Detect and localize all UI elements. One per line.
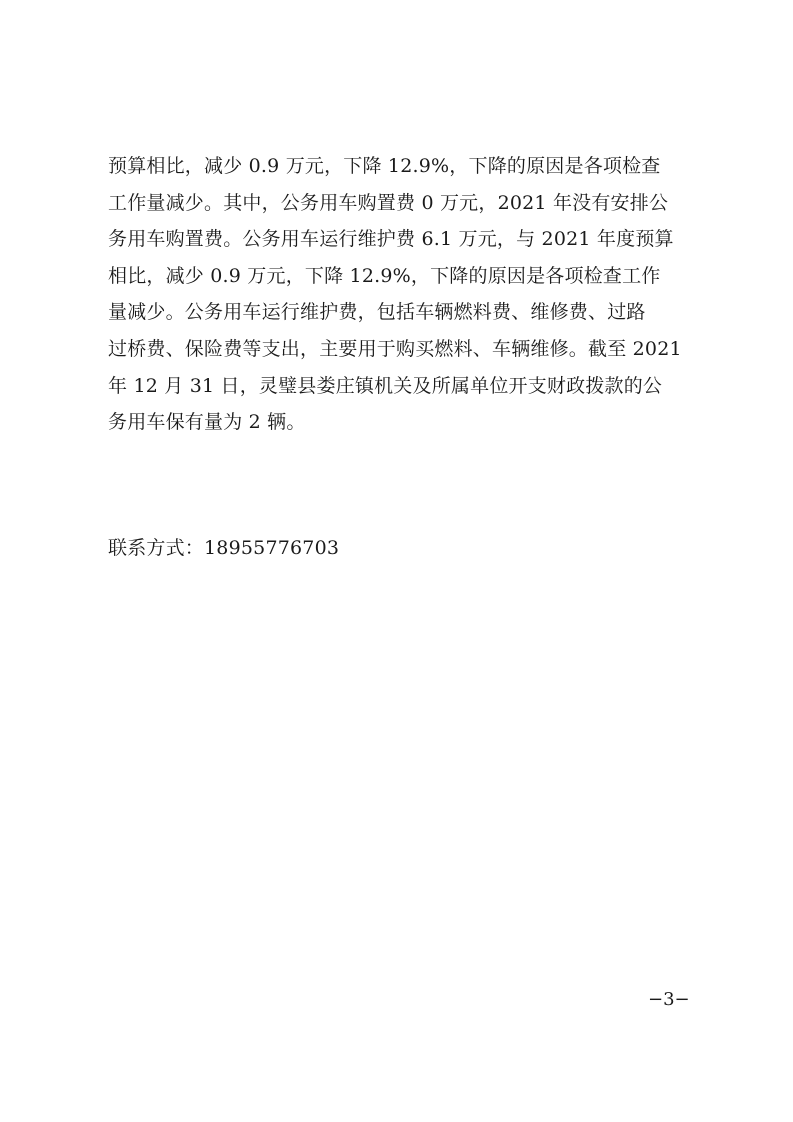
paragraph-line: 工作量减少。其中，公务用车购置费 0 万元，2021 年没有安排公 xyxy=(108,191,669,214)
paragraph-line: 预算相比，减少 0.9 万元，下降 12.9%，下降的原因是各项检查 xyxy=(108,155,661,177)
body-paragraph xyxy=(108,148,688,441)
paragraph-line: 务用车购置费。公务用车运行维护费 6.1 万元，与 2021 年度预算 xyxy=(108,228,674,251)
paragraph-line: 过桥费、保险费等支出，主要用于购买燃料、车辆维修。截至 2021 xyxy=(108,337,682,360)
paragraph-line: 年 12 月 31 日，灵璧县娄庄镇机关及所属单位开支财政拨款的公 xyxy=(108,374,663,397)
paragraph-line: 相比，减少 0.9 万元，下降 12.9%，下降的原因是各项检查工作 xyxy=(108,264,661,287)
paragraph-line: 量减少。公务用车运行维护费，包括车辆燃料费、维修费、过路 xyxy=(108,301,646,324)
contact-info: 联系方式：18955776703 xyxy=(108,537,340,559)
page-number: −3− xyxy=(648,989,690,1010)
paragraph-line: 务用车保有量为 2 辆。 xyxy=(108,411,306,434)
